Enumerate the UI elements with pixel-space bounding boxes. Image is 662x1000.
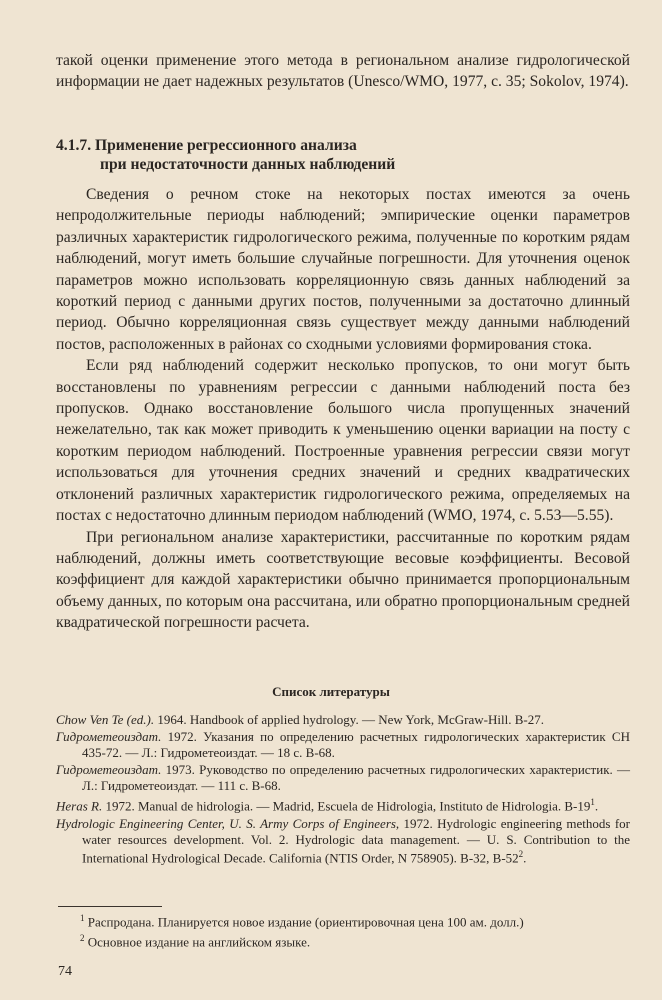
reference-text: 1964. Handbook of applied hydrology. — New York, McGraw-Hill. B-27. — [154, 712, 544, 727]
footnote — [56, 930, 630, 950]
reference-author: Heras R. — [56, 798, 103, 814]
footnote — [56, 910, 630, 930]
intro-paragraph-block — [56, 50, 630, 93]
reference-item — [56, 762, 630, 793]
reference-author: Гидрометеоиздат. — [56, 729, 162, 745]
footnotes — [56, 910, 630, 951]
page-number: 74 — [58, 964, 72, 979]
footnote-text: Распродана. Планируется новое издание (ориентировочная цена 100 ам. долл.) — [87, 914, 524, 930]
reference-author: Hydrologic Engineering Center, U. S. Army Corps of Engineers, — [56, 815, 400, 831]
reference-text: 1972. Указания по определению расчетных гидрологических характеристик СН 435-72. — Л.: Гидрометеоиздат. — 18 с. B-68. — [82, 729, 630, 760]
references-list — [56, 712, 630, 868]
section-title-line2: при недостаточности данных наблюдений — [100, 156, 396, 173]
reference-text: 1972. Hydrologic engineering methods for water resources development. Vol. 2. Hydrologic data management. — U. S. Contribution to the International Hydrological Decade. California (NTIS Order, N 758905). B-32, B-52 — [82, 815, 630, 866]
footnote-text: Основное издание на английском языке. — [87, 934, 311, 950]
reference-item — [56, 729, 630, 760]
section-heading — [56, 136, 616, 174]
paragraph: При региональном анализе характеристики, рассчитанные по коротким рядам наблюдений, должны иметь соответствующие весовые коэффициенты. Весовой коэффициент для каждой характеристики обычно принимается пропорциональным объему данных, по которым она рассчитана, или обратно пропорциональным средней квадратической погрешности расчета. — [56, 528, 630, 632]
paragraph: Если ряд наблюдений содержит несколько пропусков, то они могут быть восстановлены по уравнениям регрессии с данными наблюдений поста без пропусков. Однако восстановление большого числа пропущенных значений нежелательно, так как может приводить к уменьшению оценки вариации на посту с коротким периодом наблюдений. Построенные уравнения регрессии связи могут использоваться для уточнения средних значений и средних квадратических отклонений различных характеристик гидрологического режима, определяемых на постах с недостаточно длинным периодом наблюдений (WMO, 1974, с. 5.53—5.55). — [56, 357, 630, 525]
reference-item — [56, 712, 630, 728]
footnote-marker: 1 — [590, 797, 595, 808]
reference-text: 1973. Руководство по определению расчетных гидрологических характеристик. — Л.: Гидрометеоиздат. — 111 с. B-68. — [82, 762, 630, 793]
paragraph: Сведения о речном стоке на некоторых постах имеются за очень непродолжительные периоды наблюдений; эмпирические оценки параметров различных характеристик гидрологического режима, полученные по коротким рядам наблюдений, могут иметь большие случайные погрешности. Для уточнения оценок параметров можно использовать корреляционную связь данных наблюдений за короткий период с данными других постов, полученными за достаточно длинный период. Обычно корреляционная связь существует между данными наблюдений постов, расположенных в районах со сходными условиями формирования стока. — [56, 186, 630, 353]
reference-author: Chow Ven Te (ed.). — [56, 712, 155, 727]
intro-paragraph: такой оценки применение этого метода в региональном анализе гидрологической информации не дает надежных результатов (Unesco/WMO, 1977, с. 35; Sokolov, 1974). — [56, 52, 630, 91]
reference-item: Hydrologic Engineering Center, U. S. Army Corps of Engineers, 1972. Hydrologic engineering methods for water resources development. Vol. 2. Hydrologic data management. — U. S. Contribution to the International Hydrological Decade. California (NTIS Order, N 758905). B-32, $B-52^2$. — [56, 815, 630, 866]
section-title-line1: 4.1.7. Применение регрессионного анализа — [56, 137, 357, 154]
footnote-marker: 2 — [518, 849, 524, 860]
footnote-divider — [58, 906, 162, 907]
footnote-number: 2 — [80, 933, 85, 944]
reference-author: Гидрометеоиздат. — [56, 762, 162, 778]
body-text — [56, 184, 630, 634]
reference-item: Heras R. 1972. Manual de hidrologia. — Madrid, Escuela de Hidrologia, Instituto de Hidrologia. $B-19^1$. — [56, 797, 599, 814]
footnote-number: 1 — [80, 913, 85, 923]
reference-text: 1972. Manual de hidrologia. — Madrid, Escuela de Hidrologia, Instituto de Hidrologia. B-19 — [102, 798, 591, 814]
references-heading: Список литературы — [272, 684, 390, 699]
